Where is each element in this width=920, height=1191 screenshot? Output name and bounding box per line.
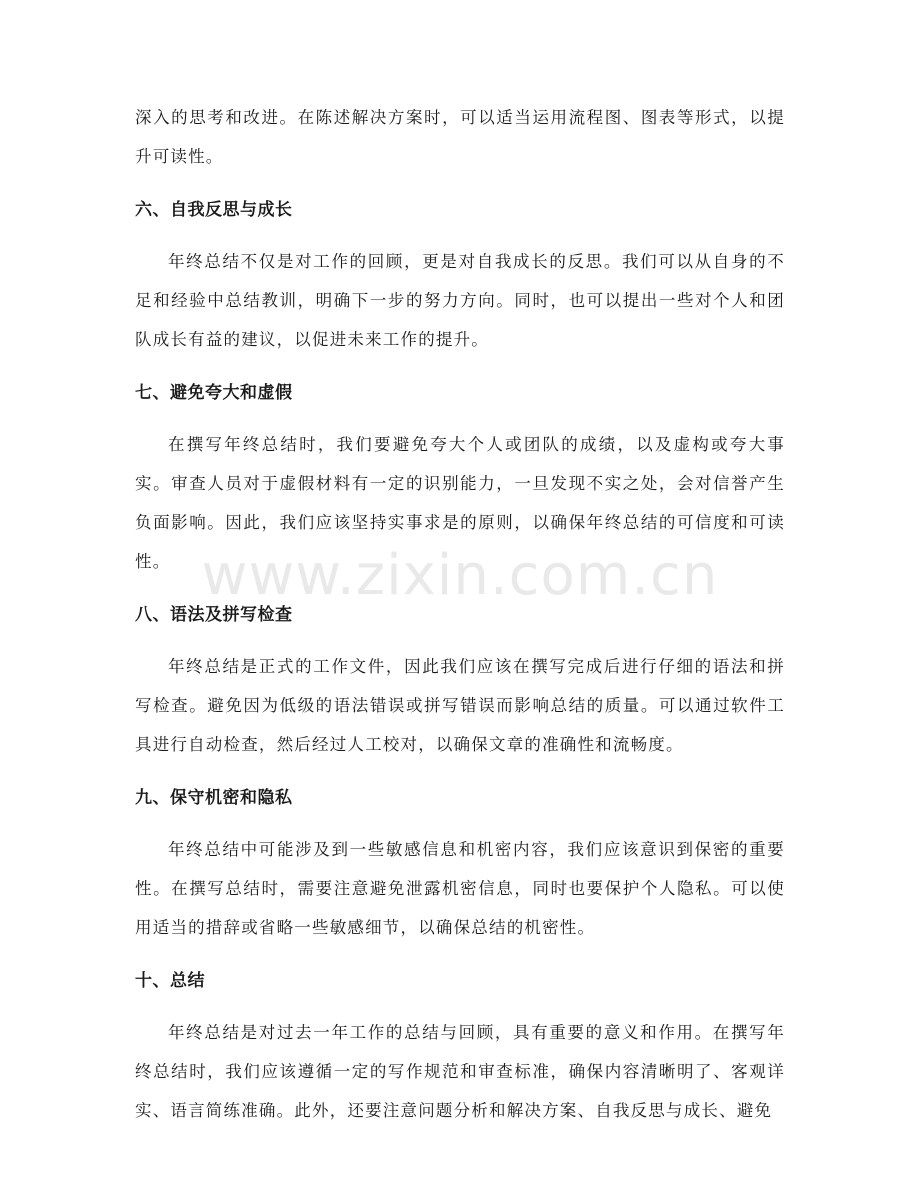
section-body-7: 在撰写年终总结时，我们要避免夸大个人或团队的成绩，以及虚构或夸大事实。审查人员对于虚假材料有一定的识别能力，一旦发现不实之处，会对信誉产生负面影响。因此，我们应该坚持实事求是的原则，以确保年终总结的可信度和可读性。 xyxy=(135,435,785,571)
watermark-text: www.zixin.com.cn xyxy=(201,543,719,608)
document-body xyxy=(135,98,785,1130)
section-heading-7: 七、避免夸大和虚假 xyxy=(135,383,293,403)
section-body-9: 年终总结中可能涉及到一些敏感信息和机密内容，我们应该意识到保密的重要性。在撰写总结时，需要注意避免泄露机密信息，同时也要保护个人隐私。可以使用适当的措辞或省略一些敏感细节，以确保总结的机密性。 xyxy=(135,840,785,937)
section-heading-8: 八、语法及拼写检查 xyxy=(135,605,293,625)
section-body-10: 年终总结是对过去一年工作的总结与回顾，具有重要的意义和作用。在撰写年终总结时，我们应该遵循一定的写作规范和审查标准，确保内容清晰明了、客观详实、语言简练准确。此外，还要注意问题分析和解决方案、自我反思与成长、避免 xyxy=(135,1023,785,1120)
section-heading-6: 六、自我反思与成长 xyxy=(135,200,293,220)
section-body-8: 年终总结是正式的工作文件，因此我们应该在撰写完成后进行仔细的语法和拼写检查。避免因为低级的语法错误或拼写错误而影响总结的质量。可以通过软件工具进行自动检查，然后经过人工校对，以确保文章的准确性和流畅度。 xyxy=(135,657,785,754)
intro-paragraph: 深入的思考和改进。在陈述解决方案时，可以适当运用流程图、图表等形式，以提升可读性。 xyxy=(135,108,785,166)
section-body-6: 年终总结不仅是对工作的回顾，更是对自我成长的反思。我们可以从自身的不足和经验中总结教训，明确下一步的努力方向。同时，也可以提出一些对个人和团队成长有益的建议，以促进未来工作的提升。 xyxy=(135,252,785,349)
section-heading-9: 九、保守机密和隐私 xyxy=(135,788,293,808)
section-heading-10: 十、总结 xyxy=(135,971,205,991)
